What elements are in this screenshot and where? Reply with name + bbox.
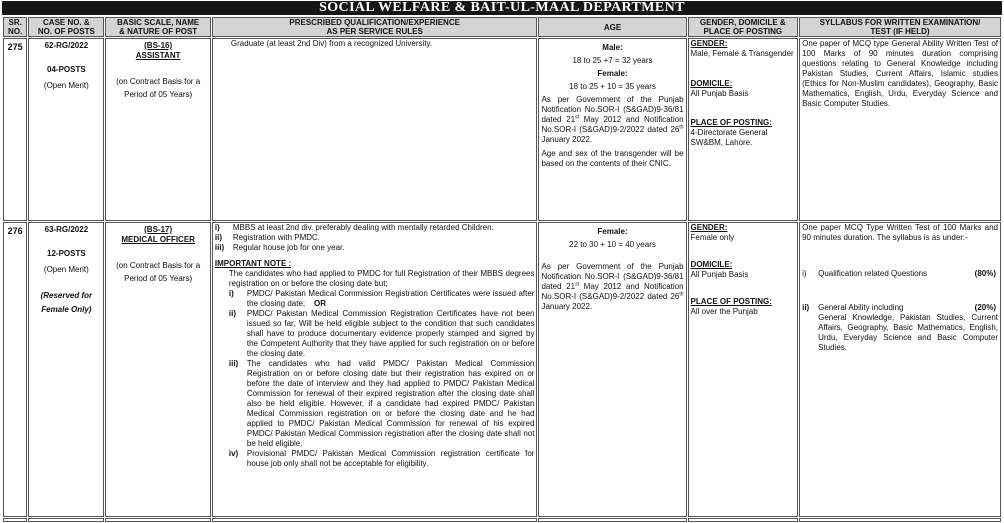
gender-value: Male, Female & Transgender bbox=[690, 49, 794, 58]
posting-label: PLACE OF POSTING: bbox=[690, 297, 772, 306]
syllabus-item: i) Qualification related Questions (80%) bbox=[802, 269, 996, 278]
age-male-label: Male: bbox=[602, 43, 623, 52]
scale-cell bbox=[105, 222, 210, 517]
domicile-label: DOMICILE: bbox=[690, 79, 733, 88]
posting-value: 4-Directorate General SW&BM, Lahore. bbox=[690, 128, 768, 147]
age-note: Age and sex of the transgender will be based on the contents of their CNIC. bbox=[541, 149, 684, 168]
empty-cell bbox=[688, 518, 799, 522]
reserved-note: (Reserved for Female Only) bbox=[40, 291, 93, 314]
empty-cell bbox=[105, 518, 210, 522]
age-female-calc: 22 to 30 + 10 = 40 years bbox=[569, 240, 656, 249]
post-nature: (on Contract Basis for a Period of 05 Years) bbox=[116, 261, 201, 283]
domicile-label: DOMICILE: bbox=[690, 260, 733, 269]
empty-cell bbox=[28, 518, 104, 522]
note-item: iii) The candidates who had valid PMDC/ Pakistan Medical Commission Registration on or before closing date but their registration has expired on or before the date of interview and they had applied to PMDC/ Pakistan Medical Commission for renewal of their expired registration after the closing date shall also be held eligible. However, if a candidate had expired PMDC/ Pakistan Medical Commission registration on or before the closing date and he had applied to PMDC/ Pakistan Medical Commission for renewal of his expired PMDC/ Pakistan Medical Commission registration after the closing date shall not be held eligible. bbox=[228, 359, 535, 448]
important-note-intro: The candidates who had applied to PMDC for full Registration of their MBBS degrees registration on or before the closing date but; bbox=[228, 269, 535, 288]
header-syllabus: SYLLABUS FOR WRITTEN EXAMINATION/ TEST (IF HELD) bbox=[799, 17, 1001, 37]
qualification-item: i) MBBS at least 2nd div. preferably dealing with mentally retarded Children. bbox=[214, 223, 494, 232]
syllabus-cell bbox=[799, 38, 1001, 221]
empty-cell bbox=[538, 518, 686, 522]
empty-cell bbox=[3, 518, 27, 522]
merit-type: (Open Merit) bbox=[43, 81, 89, 90]
age-notification: As per Government of the Punjab Notification No.SOR-I (S&GAD)9-36/81 dated 21st May 2012 and Notification No.SOR-I (S&GAD)9-2/2022 dated 26th January 2022. bbox=[541, 262, 684, 311]
domicile-value: All Punjab Basis bbox=[690, 89, 749, 98]
table-row bbox=[3, 38, 1001, 221]
gender-value: Female only bbox=[690, 233, 735, 242]
age-female-label: Female: bbox=[597, 69, 628, 78]
scale-cell bbox=[105, 38, 210, 221]
case-number: 63-RG/2022 bbox=[44, 225, 89, 234]
header-case: CASE NO. & NO. OF POSTS bbox=[28, 17, 104, 37]
domicile-value: All Punjab Basis bbox=[690, 270, 749, 279]
syllabus-detail: General Knowledge, Pakistan Studies, Current Affairs, Geography, Basic Mathematics, English, Urdu, Everyday Science and Basic Computer Studies. bbox=[818, 313, 998, 352]
gender-label: GENDER: bbox=[690, 39, 728, 48]
basic-scale: (BS-16) bbox=[144, 41, 173, 50]
note-item: i) PMDC/ Pakistan Medical Commission Registration Certificates were issued after the closing date; OR bbox=[228, 289, 535, 308]
syllabus-cell bbox=[799, 222, 1001, 517]
header-scale: BASIC SCALE, NAME & NATURE OF POST bbox=[105, 17, 210, 37]
header-qualification: PRESCRIBED QUALIFICATION/EXPERIENCE AS PER SERVICE RULES bbox=[212, 17, 538, 37]
merit-type: (Open Merit) bbox=[43, 265, 89, 274]
syllabus-text: One paper of MCQ type General Ability Written Test of 100 Marks of 90 minutes duration comprising questions relating to General Knowledge including Pakistan Studies, Current Affairs, Islamic studies (Ethics for Non-Muslim candidates), Geography, Basic Mathematics, English, Urdu, Everyday Science and Basic Computer Studies. bbox=[802, 39, 998, 108]
case-number: 62-RG/2022 bbox=[44, 41, 89, 50]
header-age: AGE bbox=[538, 17, 686, 37]
empty-cell bbox=[212, 518, 538, 522]
posts-table bbox=[2, 16, 1002, 523]
case-cell bbox=[28, 222, 104, 517]
gender-cell bbox=[688, 38, 799, 221]
qualification-cell bbox=[212, 38, 538, 221]
note-item: iv) Provisional PMDC/ Pakistan Medical Commission registration certificate for house job only shall not be acceptable for eligibility. bbox=[228, 449, 535, 468]
post-name: MEDICAL OFFICER bbox=[121, 235, 195, 244]
qualification-text: Graduate (at least 2nd Div) from a recognized University. bbox=[230, 39, 433, 48]
post-name: ASSISTANT bbox=[135, 51, 181, 60]
gender-cell bbox=[688, 222, 799, 517]
posting-value: All over the Punjab bbox=[690, 307, 758, 316]
age-notification: As per Government of the Punjab Notification No.SOR-I (S&GAD)9-36/81 dated 21st May 2012 and Notification No.SOR-I (S&GAD)9-2/2022 dated 26th January 2022. bbox=[541, 95, 684, 144]
qualification-item: iii) Regular house job for one year. bbox=[214, 243, 345, 252]
serial-number: 276 bbox=[3, 222, 27, 517]
posts-count: 12-POSTS bbox=[47, 249, 86, 258]
table-row bbox=[3, 518, 1001, 522]
age-cell bbox=[538, 222, 686, 517]
syllabus-item: ii) General Ability including (20%) bbox=[802, 303, 996, 312]
qualification-cell bbox=[212, 222, 538, 517]
qualification-item: ii) Registration with PMDC. bbox=[214, 233, 321, 242]
gender-label: GENDER: bbox=[690, 223, 728, 232]
empty-cell bbox=[799, 518, 1001, 522]
posting-label: PLACE OF POSTING: bbox=[690, 118, 772, 127]
syllabus-intro: One paper MCQ Type Written Test of 100 Marks and 90 minutes duration. The syllabus is as under:- bbox=[802, 223, 998, 242]
posts-count: 04-POSTS bbox=[47, 65, 86, 74]
serial-number: 275 bbox=[3, 38, 27, 221]
age-cell bbox=[538, 38, 686, 221]
age-female-calc: 18 to 25 + 10 = 35 years bbox=[569, 82, 656, 91]
header-sr: SR. NO. bbox=[3, 17, 27, 37]
post-nature: (on Contract Basis for a Period of 05 Years) bbox=[116, 77, 201, 99]
case-cell bbox=[28, 38, 104, 221]
note-item: ii) PMDC/ Pakistan Medical Commission Registration Certificates have not been issued so far; Will be held eligible subject to the condition that such candidates shall have to produce documentary evidence properly stamped and signed by the Competent Authority that they have applied for such registration on or before the closing date. bbox=[228, 309, 535, 358]
header-gender: GENDER, DOMICILE & PLACE OF POSTING bbox=[688, 17, 799, 37]
age-female-label: Female: bbox=[597, 227, 628, 236]
table-row bbox=[3, 222, 1001, 517]
basic-scale: (BS-17) bbox=[144, 225, 173, 234]
age-male-calc: 18 to 25 +7 = 32 years bbox=[572, 56, 653, 65]
important-note-label: IMPORTANT NOTE : bbox=[214, 259, 292, 268]
department-title: SOCIAL WELFARE & BAIT-UL-MAAL DEPARTMENT bbox=[2, 1, 1002, 15]
header-row bbox=[3, 17, 1001, 37]
